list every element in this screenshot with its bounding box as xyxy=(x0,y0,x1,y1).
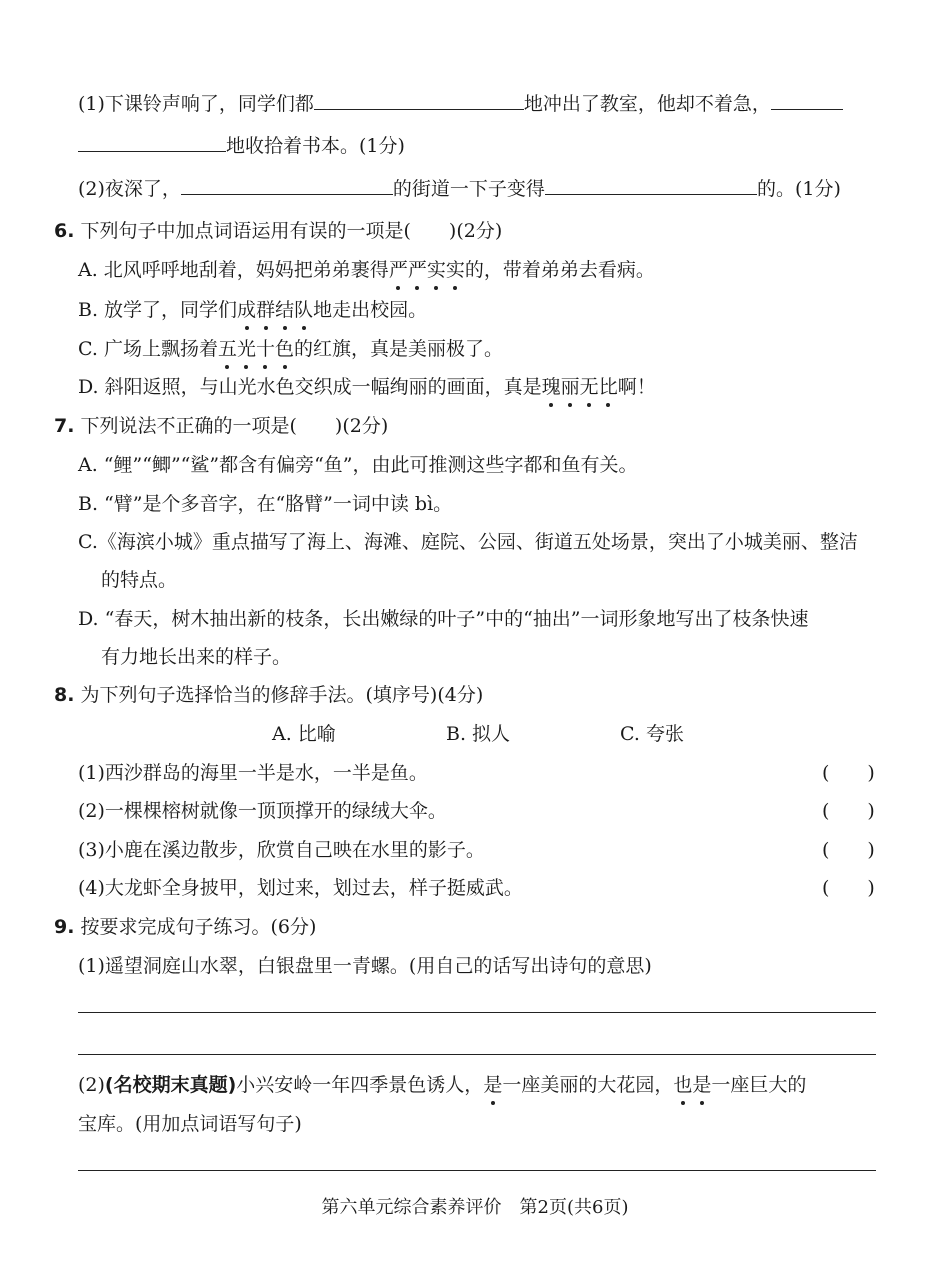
q6-option-b xyxy=(78,297,427,323)
dotted-char: 成 xyxy=(237,299,257,321)
q5-item2-text-b: 的街道一下子变得 xyxy=(392,178,545,200)
q7-option-c-line1: C.《海滨小城》重点描写了海上、海滩、庭院、公园、街道五处场景，突出了小城美丽、整洁 xyxy=(78,531,858,553)
dotted-char: 比 xyxy=(598,376,618,398)
dotted-char: 十 xyxy=(255,338,275,360)
dotted-char: 队 xyxy=(294,299,314,321)
dotted-char: 瑰 xyxy=(541,376,561,398)
q5-blank-4[interactable] xyxy=(545,176,757,195)
q7-number: 7. xyxy=(54,415,75,437)
q5-item1-text-c: 地收拾着书本。(1分) xyxy=(226,135,405,157)
dotted-char: 无 xyxy=(579,376,599,398)
q5-item1-text-a: (1)下课铃声响了，同学们都 xyxy=(78,93,314,115)
q9-stem-text: 按要求完成句子练习。(6分) xyxy=(80,916,317,938)
q9-sub2-line1 xyxy=(78,1072,806,1098)
q5-item2-text-a: (2)夜深了， xyxy=(78,178,181,200)
q5-blank-1[interactable] xyxy=(314,91,524,110)
q7-option-d-line2: 有力地长出来的样子。 xyxy=(101,646,292,668)
dotted-char: 是 xyxy=(483,1074,503,1096)
q6-c-text: C. 广场上飘扬着 xyxy=(78,338,218,360)
q5-item2-text-c: 的。(1分) xyxy=(756,178,841,200)
q8-item-3: (3)小鹿在溪边散步，欣赏自己映在水里的影子。 xyxy=(78,839,485,861)
q8-answer-1[interactable]: ( ) xyxy=(822,762,875,784)
q9-sub2-text-b: 一座美丽的大花园， xyxy=(502,1074,674,1096)
q6-b-text: B. 放学了，同学们 xyxy=(78,299,238,321)
q6-c-text-post: 的红旗，真是美丽极了。 xyxy=(294,338,504,360)
q9-answer-line-2[interactable] xyxy=(78,1054,876,1055)
q5-item1-line2 xyxy=(78,133,405,159)
dotted-char: 实 xyxy=(426,259,446,281)
q6-d-text: D. 斜阳返照，与山光水色交织成一幅绚丽的画面，真是 xyxy=(78,376,542,398)
q5-item2-line xyxy=(78,176,841,202)
dotted-char: 群 xyxy=(256,299,276,321)
dotted-char: 严 xyxy=(388,259,408,281)
dotted-char: 严 xyxy=(407,259,427,281)
dotted-char: 光 xyxy=(236,338,256,360)
q9-answer-line-1[interactable] xyxy=(78,1012,876,1013)
q8-item-4: (4)大龙虾全身披甲，划过来，划过去，样子挺威武。 xyxy=(78,877,523,899)
q8-option-c: C. 夸张 xyxy=(620,723,684,745)
dotted-char: 实 xyxy=(445,259,465,281)
q8-option-b: B. 拟人 xyxy=(446,723,511,745)
q5-blank-3[interactable] xyxy=(181,176,393,195)
q6-a-text-post: 的，带着弟弟去看病。 xyxy=(464,259,655,281)
q8-answer-4[interactable]: ( ) xyxy=(822,877,875,899)
q9-sub1-prompt: (1)遥望洞庭山水翠，白银盘里一青螺。(用自己的话写出诗句的意思) xyxy=(78,955,652,977)
q8-item-2: (2)一棵棵榕树就像一顶顶撑开的绿绒大伞。 xyxy=(78,800,447,822)
q8-answer-3[interactable]: ( ) xyxy=(822,839,875,861)
q8-item-1: (1)西沙群岛的海里一半是水，一半是鱼。 xyxy=(78,762,428,784)
dotted-char: 五 xyxy=(217,338,237,360)
q7-option-a: A. “鲤”“鲫”“鲨”都含有偏旁“鱼”，由此可推测这些字都和鱼有关。 xyxy=(78,454,638,476)
q6-stem xyxy=(54,218,502,244)
q7-option-d-line1: D. “春天，树木抽出新的枝条，长出嫩绿的叶子”中的“抽出”一词形象地写出了枝条快速 xyxy=(78,608,809,630)
q9-answer-line-3[interactable] xyxy=(78,1170,876,1171)
dotted-char: 也 xyxy=(673,1074,693,1096)
q6-option-a xyxy=(78,257,655,283)
q7-stem-text: 下列说法不正确的一项是( )(2分) xyxy=(80,415,389,437)
dotted-char: 结 xyxy=(275,299,295,321)
q9-sub2-text-a: 小兴安岭一年四季景色诱人， xyxy=(236,1074,484,1096)
q7-option-b: B. “臂”是个多音字，在“胳臂”一词中读 bì。 xyxy=(78,493,453,515)
q9-stem xyxy=(54,914,316,940)
q5-item1-line1 xyxy=(78,91,843,117)
q8-number: 8. xyxy=(54,684,75,706)
q9-sub2-text-c: 一座巨大的 xyxy=(711,1074,807,1096)
dotted-char: 是 xyxy=(692,1074,712,1096)
q8-stem-text: 为下列句子选择恰当的修辞手法。(填序号)(4分) xyxy=(80,684,484,706)
q6-a-text: A. 北风呼呼地刮着，妈妈把弟弟裹得 xyxy=(78,259,389,281)
q5-item1-text-b: 地冲出了教室，他却不着急， xyxy=(523,93,771,115)
source-tag: (名校期末真题) xyxy=(104,1074,237,1096)
dotted-char: 丽 xyxy=(560,376,580,398)
q9-sub2-line2: 宝库。(用加点词语写句子) xyxy=(78,1113,302,1135)
q6-b-text-post: 地走出校园。 xyxy=(313,299,428,321)
q7-option-c-line2: 的特点。 xyxy=(101,569,178,591)
q8-stem xyxy=(54,682,483,708)
q6-number: 6. xyxy=(54,220,75,242)
dotted-char: 色 xyxy=(275,338,295,360)
q7-stem xyxy=(54,413,388,439)
page-footer: 第六单元综合素养评价 第2页(共6页) xyxy=(321,1197,629,1218)
q9-sub2-number: (2) xyxy=(78,1074,105,1096)
q5-blank-2b[interactable] xyxy=(78,133,226,152)
q6-option-c xyxy=(78,336,503,362)
q6-stem-text: 下列句子中加点词语运用有误的一项是( )(2分) xyxy=(80,220,503,242)
q5-blank-2a[interactable] xyxy=(771,91,843,110)
q8-answer-2[interactable]: ( ) xyxy=(822,800,875,822)
q9-number: 9. xyxy=(54,916,75,938)
q6-d-text-post: 啊！ xyxy=(617,376,656,398)
q8-option-a: A. 比喻 xyxy=(272,723,336,745)
q6-option-d xyxy=(78,374,656,400)
